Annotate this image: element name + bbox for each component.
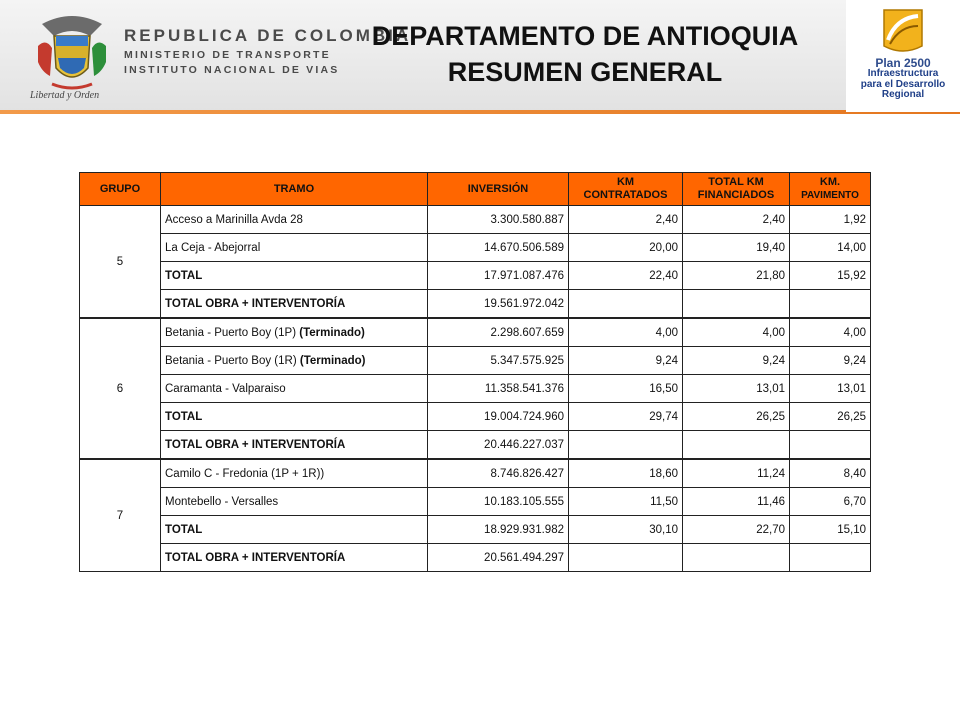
km-contratados-cell: 2,40 bbox=[569, 206, 683, 234]
inversion-cell: 8.746.826.427 bbox=[428, 459, 569, 488]
km-contratados-cell: 20,00 bbox=[569, 234, 683, 262]
table-row bbox=[80, 206, 871, 234]
table-row bbox=[80, 431, 871, 460]
tramo-cell: TOTAL bbox=[161, 516, 428, 544]
total-km-cell: 22,70 bbox=[683, 516, 790, 544]
table-row bbox=[80, 318, 871, 347]
tramo-cell: TOTAL OBRA + INTERVENTORÍA bbox=[161, 290, 428, 319]
km-contratados-cell bbox=[569, 431, 683, 460]
plan-title: Plan 2500 bbox=[875, 56, 931, 70]
header-grupo: GRUPO bbox=[80, 173, 161, 206]
header-tramo: TRAMO bbox=[161, 173, 428, 206]
table-header-row bbox=[80, 173, 871, 206]
inversion-cell: 19.561.972.042 bbox=[428, 290, 569, 319]
total-km-cell: 11,46 bbox=[683, 488, 790, 516]
header-km-contratados: KM CONTRATADOS bbox=[569, 173, 683, 206]
summary-table bbox=[79, 172, 871, 572]
plan-2500-logo bbox=[846, 0, 960, 112]
tramo-cell: TOTAL OBRA + INTERVENTORÍA bbox=[161, 544, 428, 572]
tramo-cell: Camilo C - Fredonia (1P + 1R)) bbox=[161, 459, 428, 488]
status-tag: (Terminado) bbox=[299, 354, 366, 367]
total-km-cell bbox=[683, 431, 790, 460]
tramo-cell: Betania - Puerto Boy (1R) (Terminado) bbox=[161, 347, 428, 375]
inversion-cell: 19.004.724.960 bbox=[428, 403, 569, 431]
table-row bbox=[80, 234, 871, 262]
page-title bbox=[360, 18, 810, 90]
table-row bbox=[80, 403, 871, 431]
inversion-cell: 10.183.105.555 bbox=[428, 488, 569, 516]
km-pavimento-cell: 8,40 bbox=[790, 459, 871, 488]
tramo-cell: Betania - Puerto Boy (1P) (Terminado) bbox=[161, 318, 428, 347]
km-contratados-cell: 18,60 bbox=[569, 459, 683, 488]
km-pavimento-cell: 1,92 bbox=[790, 206, 871, 234]
inversion-cell: 11.358.541.376 bbox=[428, 375, 569, 403]
tramo-cell: La Ceja - Abejorral bbox=[161, 234, 428, 262]
km-pavimento-cell: 15,10 bbox=[790, 516, 871, 544]
inversion-cell: 20.446.227.037 bbox=[428, 431, 569, 460]
total-km-cell: 4,00 bbox=[683, 318, 790, 347]
table-row bbox=[80, 347, 871, 375]
country-name: REPUBLICA DE COLOMBIA bbox=[124, 26, 412, 45]
tramo-cell: Montebello - Versalles bbox=[161, 488, 428, 516]
plan-subtitle-line1: Infraestructura bbox=[867, 68, 939, 79]
plan-subtitle bbox=[846, 69, 960, 101]
inversion-cell: 3.300.580.887 bbox=[428, 206, 569, 234]
status-tag: (Terminado) bbox=[299, 326, 365, 339]
tramo-cell: Acceso a Marinilla Avda 28 bbox=[161, 206, 428, 234]
tramo-cell: TOTAL OBRA + INTERVENTORÍA bbox=[161, 431, 428, 460]
km-contratados-cell bbox=[569, 290, 683, 319]
km-pavimento-cell: 26,25 bbox=[790, 403, 871, 431]
inversion-cell: 2.298.607.659 bbox=[428, 318, 569, 347]
km-contratados-cell: 30,10 bbox=[569, 516, 683, 544]
ministry-name: MINISTERIO DE TRANSPORTE bbox=[124, 49, 331, 61]
group-number: 6 bbox=[80, 318, 161, 459]
km-pavimento-cell bbox=[790, 431, 871, 460]
header-total-km-financiados: TOTAL KM FINANCIADOS bbox=[683, 173, 790, 206]
table-row bbox=[80, 262, 871, 290]
institute-name: INSTITUTO NACIONAL DE VIAS bbox=[124, 64, 340, 76]
total-km-cell: 21,80 bbox=[683, 262, 790, 290]
group-number: 5 bbox=[80, 206, 161, 319]
inversion-cell: 14.670.506.589 bbox=[428, 234, 569, 262]
km-contratados-cell: 11,50 bbox=[569, 488, 683, 516]
total-km-cell: 19,40 bbox=[683, 234, 790, 262]
plan-2500-icon bbox=[878, 4, 928, 56]
total-km-cell: 26,25 bbox=[683, 403, 790, 431]
page-title-line2: RESUMEN GENERAL bbox=[447, 57, 723, 87]
total-km-cell: 2,40 bbox=[683, 206, 790, 234]
km-contratados-cell: 16,50 bbox=[569, 375, 683, 403]
inversion-cell: 18.929.931.982 bbox=[428, 516, 569, 544]
km-contratados-cell: 29,74 bbox=[569, 403, 683, 431]
total-km-cell: 9,24 bbox=[683, 347, 790, 375]
km-contratados-cell bbox=[569, 544, 683, 572]
tramo-cell: TOTAL bbox=[161, 403, 428, 431]
header-km-pavimento: KM. PAVIMENTO bbox=[790, 173, 871, 206]
km-pavimento-cell: 15,92 bbox=[790, 262, 871, 290]
km-contratados-cell: 4,00 bbox=[569, 318, 683, 347]
table-row bbox=[80, 516, 871, 544]
km-pavimento-cell: 14,00 bbox=[790, 234, 871, 262]
inversion-cell: 17.971.087.476 bbox=[428, 262, 569, 290]
km-pavimento-cell: 13,01 bbox=[790, 375, 871, 403]
table-row bbox=[80, 488, 871, 516]
km-contratados-cell: 9,24 bbox=[569, 347, 683, 375]
header-inversion: INVERSIÓN bbox=[428, 173, 569, 206]
table-row bbox=[80, 544, 871, 572]
total-km-cell bbox=[683, 544, 790, 572]
crest-caption: Libertad y Orden bbox=[30, 90, 100, 101]
table-row bbox=[80, 290, 871, 319]
page-title-line1: DEPARTAMENTO DE ANTIOQUIA bbox=[371, 21, 799, 51]
table-row bbox=[80, 375, 871, 403]
tramo-cell: Caramanta - Valparaiso bbox=[161, 375, 428, 403]
inversion-cell: 5.347.575.925 bbox=[428, 347, 569, 375]
table-row bbox=[80, 459, 871, 488]
tramo-cell: TOTAL bbox=[161, 262, 428, 290]
plan-subtitle-line3: Regional bbox=[881, 89, 925, 100]
km-pavimento-cell bbox=[790, 290, 871, 319]
total-km-cell bbox=[683, 290, 790, 319]
km-pavimento-cell: 9,24 bbox=[790, 347, 871, 375]
header-divider bbox=[0, 110, 960, 114]
total-km-cell: 11,24 bbox=[683, 459, 790, 488]
km-contratados-cell: 22,40 bbox=[569, 262, 683, 290]
km-pavimento-cell: 4,00 bbox=[790, 318, 871, 347]
total-km-cell: 13,01 bbox=[683, 375, 790, 403]
inversion-cell: 20.561.494.297 bbox=[428, 544, 569, 572]
km-pavimento-cell bbox=[790, 544, 871, 572]
km-pavimento-cell: 6,70 bbox=[790, 488, 871, 516]
plan-subtitle-line2: para el Desarrollo bbox=[860, 78, 946, 90]
group-number: 7 bbox=[80, 459, 161, 572]
